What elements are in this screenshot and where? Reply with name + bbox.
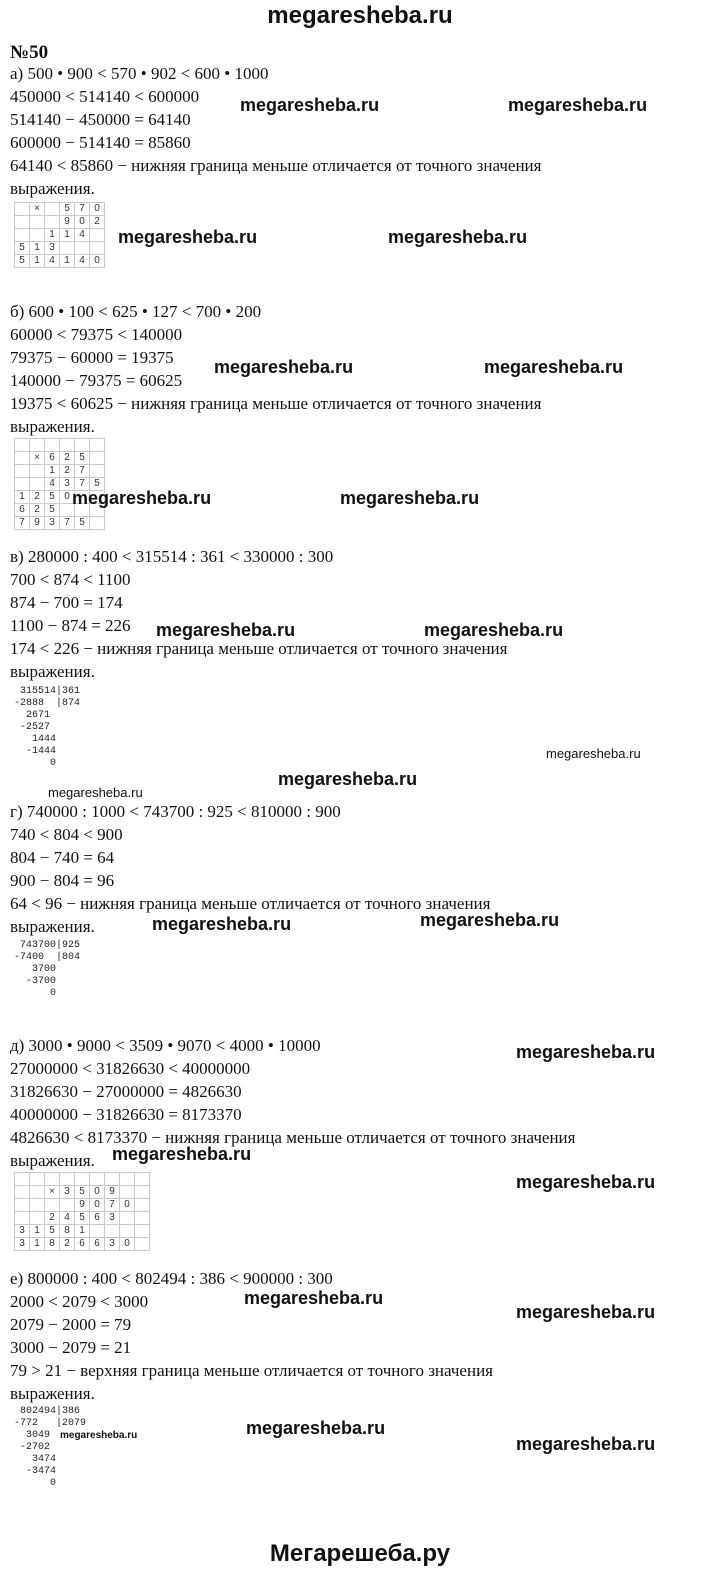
grid-row — [15, 1186, 150, 1199]
watermark: megaresheba.ru — [214, 357, 354, 377]
multiplication-grid — [14, 1172, 150, 1251]
text-line: д) 3000 • 9000 < 3509 • 9070 < 4000 • 10000 — [10, 1036, 321, 1055]
grid-cell: 6 — [45, 452, 60, 465]
text-line: 40000000 − 31826630 = 8173370 — [10, 1105, 242, 1124]
grid-cell: 0 — [75, 216, 90, 229]
problem-number: №50 — [10, 42, 49, 63]
watermark: megaresheba.ru — [156, 620, 296, 640]
grid-cell — [60, 242, 75, 255]
grid-cell: 3 — [15, 1238, 30, 1251]
grid-cell: 2 — [60, 452, 75, 465]
grid-cell — [15, 216, 30, 229]
text-line: 514140 − 450000 = 64140 — [10, 110, 191, 129]
text-line: е) 800000 : 400 < 802494 : 386 < 900000 : 300 — [10, 1269, 333, 1288]
grid-cell — [30, 1173, 45, 1186]
text-line: 600000 − 514140 = 85860 — [10, 133, 191, 152]
grid-cell — [30, 229, 45, 242]
watermark: megaresheba.ru — [420, 910, 560, 930]
text-line: 79375 − 60000 = 19375 — [10, 348, 174, 367]
grid-cell — [105, 1225, 120, 1238]
grid-cell — [45, 203, 60, 216]
grid-cell: 0 — [120, 1199, 135, 1212]
watermark: megaresheba.ru — [278, 769, 418, 789]
grid-cell — [90, 1225, 105, 1238]
grid-row — [15, 452, 105, 465]
watermark: megaresheba.ru — [246, 1418, 386, 1438]
grid-row — [15, 255, 105, 268]
grid-cell: 7 — [75, 478, 90, 491]
grid-cell — [30, 1212, 45, 1225]
watermark: megaresheba.ru — [240, 95, 380, 115]
grid-cell — [45, 439, 60, 452]
text-line: 27000000 < 31826630 < 40000000 — [10, 1059, 251, 1078]
grid-cell: 5 — [45, 504, 60, 517]
grid-cell — [30, 1199, 45, 1212]
text-line: г) 740000 : 1000 < 743700 : 925 < 810000 : 900 — [10, 802, 341, 821]
grid-cell: 6 — [15, 504, 30, 517]
grid-row — [15, 1173, 150, 1186]
grid-cell: 9 — [75, 1199, 90, 1212]
grid-cell — [30, 478, 45, 491]
text-line: 19375 < 60625 − нижняя граница меньше отличается от точного значения — [10, 394, 542, 413]
grid-cell — [135, 1225, 150, 1238]
grid-cell — [15, 478, 30, 491]
grid-cell: 3 — [105, 1212, 120, 1225]
grid-cell: 0 — [90, 1199, 105, 1212]
grid-cell: 8 — [45, 1238, 60, 1251]
grid-cell — [90, 452, 105, 465]
text-line: выражения. — [10, 1384, 95, 1403]
grid-cell — [135, 1238, 150, 1251]
grid-cell: 5 — [90, 478, 105, 491]
grid-cell: 6 — [90, 1238, 105, 1251]
grid-cell: 4 — [75, 229, 90, 242]
grid-row — [15, 229, 105, 242]
text-line: б) 600 • 100 < 625 • 127 < 700 • 200 — [10, 302, 262, 321]
grid-cell: 7 — [15, 517, 30, 530]
grid-cell: × — [45, 1186, 60, 1199]
grid-cell: 1 — [15, 491, 30, 504]
grid-cell — [135, 1186, 150, 1199]
grid-cell — [15, 1173, 30, 1186]
text-line: 31826630 − 27000000 = 4826630 — [10, 1082, 242, 1101]
grid-cell — [135, 1173, 150, 1186]
grid-cell — [30, 1186, 45, 1199]
text-line: 4826630 < 8173370 − нижняя граница меньше отличается от точного значения — [10, 1128, 576, 1147]
grid-cell — [90, 439, 105, 452]
watermark: megaresheba.ru — [244, 1288, 384, 1308]
grid-cell: × — [30, 452, 45, 465]
grid-cell: 3 — [105, 1238, 120, 1251]
watermark: megaresheba.ru — [546, 746, 641, 761]
watermark: megaresheba.ru — [516, 1042, 656, 1062]
grid-cell: 7 — [105, 1199, 120, 1212]
grid-cell: 8 — [60, 1225, 75, 1238]
grid-cell: 3 — [45, 242, 60, 255]
multiplication-grid — [14, 438, 105, 530]
grid-row — [15, 1238, 150, 1251]
grid-cell — [45, 1173, 60, 1186]
grid-cell — [15, 452, 30, 465]
grid-cell — [60, 1199, 75, 1212]
grid-cell: 5 — [45, 491, 60, 504]
grid-cell: 2 — [60, 465, 75, 478]
text-line: 2079 − 2000 = 79 — [10, 1315, 132, 1334]
grid-cell — [30, 216, 45, 229]
grid-row — [15, 439, 105, 452]
grid-cell — [75, 1173, 90, 1186]
grid-cell: 9 — [30, 517, 45, 530]
grid-cell — [135, 1199, 150, 1212]
grid-cell — [120, 1186, 135, 1199]
grid-cell: 5 — [75, 517, 90, 530]
text-line: 60000 < 79375 < 140000 — [10, 325, 183, 344]
grid-cell: 1 — [60, 255, 75, 268]
grid-cell — [30, 465, 45, 478]
grid-cell — [15, 229, 30, 242]
watermark: megaresheba.ru — [118, 227, 258, 247]
grid-cell — [90, 229, 105, 242]
watermark: megaresheba.ru — [424, 620, 564, 640]
text-line: 740 < 804 < 900 — [10, 825, 123, 844]
grid-cell — [120, 1173, 135, 1186]
grid-cell: 7 — [75, 465, 90, 478]
grid-cell: 1 — [30, 255, 45, 268]
text-line: 700 < 874 < 1100 — [10, 570, 131, 589]
watermark: megaresheba.ru — [388, 227, 528, 247]
grid-cell — [120, 1225, 135, 1238]
grid-row — [15, 216, 105, 229]
grid-row — [15, 1199, 150, 1212]
site-footer: Мегарешеба.ру — [269, 1540, 451, 1567]
long-division: 802494|386 -772 |2079 3049 -2702 3474 -3474 0 — [14, 1406, 87, 1489]
grid-row — [15, 465, 105, 478]
grid-row — [15, 1212, 150, 1225]
watermark: megaresheba.ru — [508, 95, 648, 115]
site-header: megaresheba.ru — [267, 2, 453, 29]
grid-cell: 0 — [90, 1186, 105, 1199]
text-line: выражения. — [10, 662, 95, 681]
text-line: 174 < 226 − нижняя граница меньше отличается от точного значения — [10, 639, 508, 658]
watermark: megaresheba.ru — [48, 785, 143, 800]
watermark: megaresheba.ru — [152, 914, 292, 934]
grid-cell — [135, 1212, 150, 1225]
grid-cell: 1 — [30, 1225, 45, 1238]
text-line: 140000 − 79375 = 60625 — [10, 371, 183, 390]
grid-cell: 5 — [75, 452, 90, 465]
text-line: 64140 < 85860 − нижняя граница меньше отличается от точного значения — [10, 156, 542, 175]
grid-cell: 0 — [120, 1238, 135, 1251]
grid-cell: 2 — [30, 504, 45, 517]
grid-cell: 1 — [45, 229, 60, 242]
grid-cell: 2 — [90, 216, 105, 229]
grid-cell — [45, 216, 60, 229]
grid-row — [15, 242, 105, 255]
grid-cell — [90, 517, 105, 530]
grid-cell: 5 — [45, 1225, 60, 1238]
grid-cell: 5 — [75, 1186, 90, 1199]
text-line: в) 280000 : 400 < 315514 : 361 < 330000 : 300 — [10, 547, 334, 566]
grid-cell: 3 — [60, 1186, 75, 1199]
grid-cell — [60, 439, 75, 452]
text-line: выражения. — [10, 417, 95, 436]
watermark: megaresheba.ru — [112, 1144, 252, 1164]
text-line: 1100 − 874 = 226 — [10, 616, 131, 635]
grid-row — [15, 203, 105, 216]
grid-cell: 7 — [60, 517, 75, 530]
grid-cell — [15, 1212, 30, 1225]
grid-cell: 2 — [60, 1238, 75, 1251]
grid-cell — [120, 1212, 135, 1225]
watermark: megaresheba.ru — [516, 1302, 656, 1322]
grid-row — [15, 517, 105, 530]
grid-cell: × — [30, 203, 45, 216]
grid-cell — [15, 203, 30, 216]
text-line: а) 500 • 900 < 570 • 902 < 600 • 1000 — [10, 64, 269, 83]
grid-cell — [15, 465, 30, 478]
text-line: 2000 < 2079 < 3000 — [10, 1292, 149, 1311]
grid-cell: 5 — [60, 203, 75, 216]
grid-cell: 3 — [45, 517, 60, 530]
text-line: 804 − 740 = 64 — [10, 848, 115, 867]
grid-cell: 0 — [60, 491, 75, 504]
grid-cell: 1 — [30, 242, 45, 255]
grid-cell — [90, 242, 105, 255]
watermark: megaresheba.ru — [516, 1434, 656, 1454]
text-line: выражения. — [10, 917, 95, 936]
grid-cell — [75, 242, 90, 255]
grid-row — [15, 1225, 150, 1238]
grid-cell: 5 — [15, 242, 30, 255]
grid-cell — [30, 439, 45, 452]
grid-cell — [15, 1186, 30, 1199]
grid-cell — [90, 1173, 105, 1186]
long-division: 315514|361 -2888 |874 2671 -2527 1444 -1444 0 — [14, 686, 81, 769]
text-line: 3000 − 2079 = 21 — [10, 1338, 132, 1357]
watermark: megaresheba.ru — [60, 1430, 138, 1441]
grid-cell: 2 — [30, 491, 45, 504]
grid-cell: 3 — [60, 478, 75, 491]
grid-cell: 1 — [45, 465, 60, 478]
grid-cell — [15, 1199, 30, 1212]
text-line: 874 − 700 = 174 — [10, 593, 123, 612]
grid-cell: 0 — [90, 255, 105, 268]
grid-cell: 9 — [105, 1186, 120, 1199]
grid-cell: 3 — [15, 1225, 30, 1238]
grid-cell: 6 — [75, 1238, 90, 1251]
watermark: megaresheba.ru — [484, 357, 624, 377]
long-division: 743700|925 -7400 |804 3700 -3700 0 — [14, 940, 81, 999]
text-line: 450000 < 514140 < 600000 — [10, 87, 200, 106]
text-line: 64 < 96 − нижняя граница меньше отличается от точного значения — [10, 894, 491, 913]
grid-cell: 4 — [75, 255, 90, 268]
grid-cell — [45, 1199, 60, 1212]
watermark: megaresheba.ru — [72, 488, 212, 508]
grid-cell: 1 — [30, 1238, 45, 1251]
grid-cell — [15, 439, 30, 452]
watermark: megaresheba.ru — [340, 488, 480, 508]
multiplication-grid — [14, 202, 105, 268]
grid-cell: 4 — [45, 478, 60, 491]
grid-cell: 4 — [60, 1212, 75, 1225]
grid-cell: 0 — [90, 203, 105, 216]
grid-cell — [90, 465, 105, 478]
watermark: megaresheba.ru — [516, 1172, 656, 1192]
grid-cell: 2 — [45, 1212, 60, 1225]
text-line: выражения. — [10, 179, 95, 198]
text-line: 79 > 21 − верхняя граница меньше отличается от точного значения — [10, 1361, 493, 1380]
text-line: 900 − 804 = 96 — [10, 871, 115, 890]
grid-cell: 5 — [15, 255, 30, 268]
grid-cell — [105, 1173, 120, 1186]
grid-cell: 1 — [60, 229, 75, 242]
grid-cell: 9 — [60, 216, 75, 229]
grid-cell — [60, 1173, 75, 1186]
text-line: выражения. — [10, 1151, 95, 1170]
grid-cell: 5 — [75, 1212, 90, 1225]
grid-cell: 1 — [75, 1225, 90, 1238]
grid-cell: 4 — [45, 255, 60, 268]
grid-cell: 7 — [75, 203, 90, 216]
grid-cell — [75, 439, 90, 452]
grid-cell: 6 — [90, 1212, 105, 1225]
